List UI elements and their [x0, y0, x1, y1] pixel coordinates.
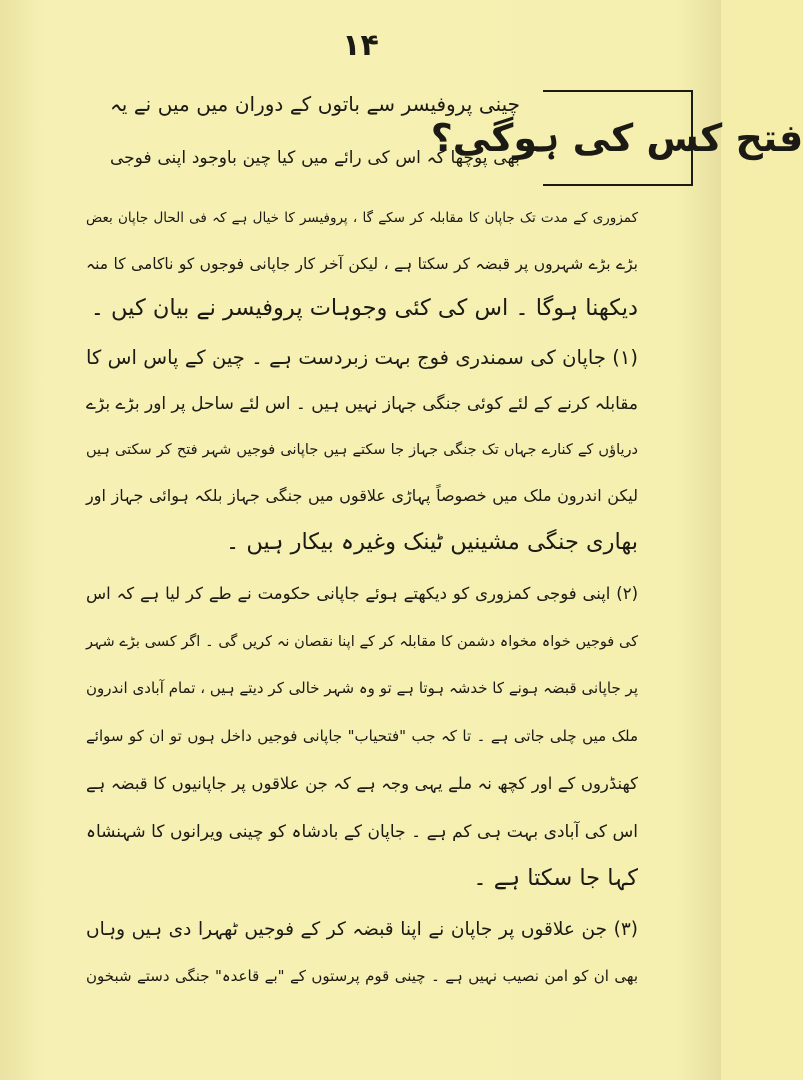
text-line-1: چینی پروفیسر سے باتوں کے دوران میں میں نے یہ [110, 92, 520, 116]
text-line-6: (۱) جاپان کی سمندری فوج بہت زبردست ہے ۔ چین کے پاس اس کا [86, 346, 638, 369]
text-line-13: پر جاپانی قبضہ ہونے کا خدشہ ہوتا ہے تو وہ شہر خالی کر دیتے ہیں ، تمام آبادی اندرون [86, 679, 638, 697]
text-line-15: کھنڈروں کے اور کچھ نہ ملے یہی وجہ ہے کہ جن علاقوں پر جاپانیوں کا قبضہ ہے [86, 774, 638, 793]
text-line-19: بھی ان کو امن نصیب نہیں ہے ۔ چینی قوم پرستوں کے "بے قاعدہ" جنگی دستے شبخون [86, 967, 638, 985]
text-line-12: کی فوجیں خواہ مخواہ دشمن کا مقابلہ کر کے اپنا نقصان نہ کریں گی ۔ اگر کسی بڑے شہر [86, 634, 638, 650]
text-line-11: (۲) اپنی فوجی کمزوری کو دیکھتے ہوئے جاپانی حکومت نے طے کر لیا ہے کہ اس [86, 584, 638, 603]
text-line-17: کہا جا سکتا ہے ۔ [473, 865, 638, 891]
text-line-2: بھی پوچھا کہ اس کی رائے میں کیا چین باوجود اپنی فوجی [110, 148, 520, 168]
text-line-16: اس کی آبادی بہت ہی کم ہے ۔ جاپان کے بادشاہ کو چینی ویرانوں کا شہنشاہ [86, 822, 638, 842]
page-number: ۱۴ [342, 28, 379, 63]
text-line-9: لیکن اندرون ملک میں خصوصاً پہاڑی علاقوں میں جنگی جہاز بلکہ ہوائی جہاز اور [86, 486, 638, 505]
text-line-18: (۳) جن علاقوں پر جاپان نے اپنا قبضہ کر کے فوجیں ٹھہرا دی ہیں وہاں [86, 919, 638, 940]
chapter-title-box [430, 90, 803, 186]
text-line-10: بھاری جنگی مشینیں ٹینک وغیرہ بیکار ہیں ۔ [225, 529, 638, 555]
text-line-5: دیکھنا ہوگا ۔ اس کی کئی وجوہات پروفیسر نے بیان کیں ۔ [90, 295, 638, 321]
text-line-3: کمزوری کے مدت تک جاپان کا مقابلہ کر سکے گا ، پروفیسر کا خیال ہے کہ فی الحال جاپان بعض [86, 210, 638, 226]
text-line-8: دریاؤں کے کنارے جہاں تک جنگی جہاز جا سکتے ہیں جاپانی فوجیں شہر فتح کر سکتی ہیں [86, 442, 638, 458]
text-line-7: مقابلہ کرنے کے لئے کوئی جنگی جہاز نہیں ہیں ۔ اس لئے ساحل پر اور بڑے بڑے [86, 394, 638, 414]
text-line-14: ملک میں چلی جاتی ہے ۔ تا کہ جب "فتحیاب" جاپانی فوجیں داخل ہوں تو ان کو سوائے [86, 727, 638, 745]
text-line-4: بڑے بڑے شہروں پر قبضہ کر سکتا ہے ، لیکن آخر کار جاپانی فوجوں کو ناکامی کا منہ [86, 255, 638, 273]
chapter-title: فتح کس کی ہوگی؟ [430, 116, 803, 160]
